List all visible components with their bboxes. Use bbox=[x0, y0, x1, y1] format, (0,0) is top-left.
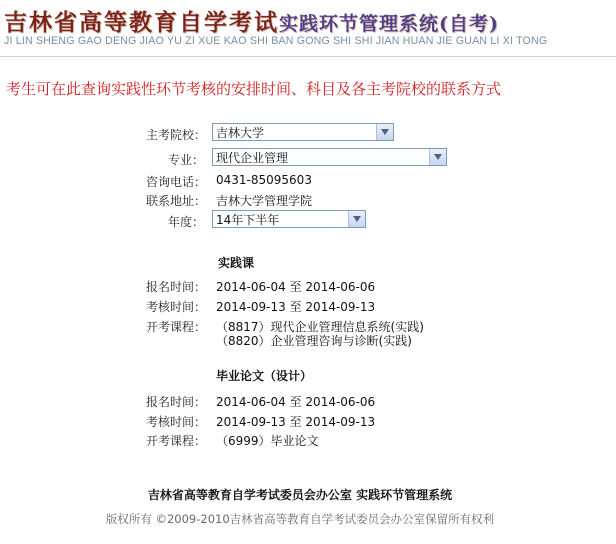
chevron-down-icon[interactable] bbox=[376, 124, 393, 140]
major-select[interactable] bbox=[212, 148, 447, 166]
intro-text: 考生可在此查询实践性环节考核的安排时间、科目及各主考院校的联系方式 bbox=[6, 80, 502, 98]
school-select-value: 吉林大学 bbox=[216, 126, 265, 140]
year-label: 年度： bbox=[167, 215, 204, 229]
system-title bbox=[4, 4, 499, 37]
practice-register-label: 报名时间： bbox=[146, 280, 207, 294]
thesis-register-label: 报名时间： bbox=[146, 395, 207, 409]
major-label: 专业： bbox=[167, 153, 204, 167]
header-divider bbox=[0, 56, 616, 57]
footer-copyright: 版权所有 ©2009-2010吉林省高等教育自学考试委员会办公室保留所有权利 bbox=[105, 512, 495, 526]
practice-register-dates bbox=[216, 278, 375, 295]
practice-course-item: （8820）企业管理咨询与诊断(实践) bbox=[216, 334, 412, 348]
phone-label: 咨询电话： bbox=[146, 175, 207, 189]
school-label: 主考院校： bbox=[146, 128, 207, 142]
year-select[interactable] bbox=[212, 210, 366, 228]
practice-register-sep: 至 bbox=[289, 280, 302, 294]
practice-exam-dates bbox=[216, 298, 375, 315]
footer-org: 吉林省高等教育自学考试委员会办公室 实践环节管理系统 bbox=[147, 488, 453, 502]
school-select[interactable] bbox=[212, 123, 394, 141]
thesis-exam-end: 2014-09-13 bbox=[305, 415, 376, 429]
chevron-down-icon[interactable] bbox=[348, 211, 365, 227]
practice-courses-label: 开考课程： bbox=[146, 320, 207, 334]
practice-exam-end: 2014-09-13 bbox=[305, 300, 376, 314]
practice-exam-label: 考核时间： bbox=[146, 300, 207, 314]
thesis-exam-label: 考核时间： bbox=[146, 415, 207, 429]
thesis-course-item: （6999）毕业论文 bbox=[216, 434, 319, 448]
year-select-value: 14年下半年 bbox=[216, 213, 280, 227]
page-header bbox=[0, 0, 616, 56]
thesis-section-title: 毕业论文（设计） bbox=[216, 369, 313, 383]
thesis-register-dates bbox=[216, 393, 375, 410]
thesis-register-start: 2014-06-04 bbox=[216, 395, 286, 409]
thesis-exam-sep: 至 bbox=[289, 415, 302, 429]
address-label: 联系地址： bbox=[146, 194, 207, 208]
practice-exam-start: 2014-09-13 bbox=[216, 300, 286, 314]
thesis-register-end: 2014-06-06 bbox=[305, 395, 376, 409]
chevron-down-icon[interactable] bbox=[429, 149, 446, 165]
phone-value: 0431-85095603 bbox=[216, 173, 312, 187]
practice-register-end: 2014-06-06 bbox=[305, 280, 376, 294]
major-select-value: 现代企业管理 bbox=[216, 151, 289, 165]
practice-course-item: （8817）现代企业管理信息系统(实践) bbox=[216, 320, 424, 334]
thesis-register-sep: 至 bbox=[289, 395, 302, 409]
system-title-rest: 实践环节管理系统(自考) bbox=[279, 13, 499, 35]
system-title-pinyin: JI LIN SHENG GAO DENG JIAO YU ZI XUE KAO SHI BAN GONG SHI SHI JIAN HUAN JIE GUAN LI XI TONG bbox=[4, 35, 548, 47]
system-title-main: 吉林省高等教育自学考试 bbox=[4, 9, 279, 36]
thesis-exam-start: 2014-09-13 bbox=[216, 415, 286, 429]
address-value: 吉林大学管理学院 bbox=[216, 194, 313, 208]
practice-exam-sep: 至 bbox=[289, 300, 302, 314]
practice-register-start: 2014-06-04 bbox=[216, 280, 286, 294]
practice-section-title: 实践课 bbox=[218, 256, 255, 270]
thesis-exam-dates bbox=[216, 413, 375, 430]
thesis-courses-label: 开考课程： bbox=[146, 434, 207, 448]
